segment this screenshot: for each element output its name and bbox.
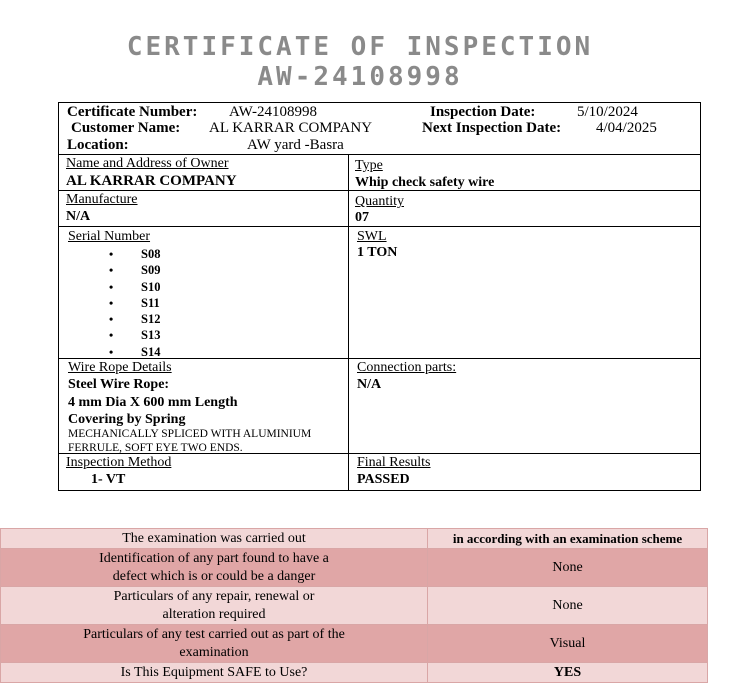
divider <box>59 226 700 227</box>
table-row <box>1 549 708 587</box>
inspection-date-label: Inspection Date: <box>430 104 536 120</box>
certificate-title: CERTIFICATE OF INSPECTION <box>126 32 594 62</box>
result-answer: None <box>428 587 708 625</box>
cert-number-value: AW-24108998 <box>229 104 317 120</box>
owner-title: Name and Address of Owner <box>66 156 229 171</box>
serial-number-list <box>109 246 160 360</box>
table-row <box>1 625 708 663</box>
result-question: Is This Equipment SAFE to Use? <box>1 663 428 683</box>
list-item: • S14 <box>109 344 161 359</box>
list-item: • S09 <box>109 263 161 278</box>
list-item: • S13 <box>109 328 161 343</box>
inspection-date-value: 5/10/2024 <box>577 104 638 120</box>
list-item: • S08 <box>109 247 161 261</box>
table-row <box>1 587 708 625</box>
wire-rope-note1: MECHANICALLY SPLICED WITH ALUMINIUM <box>68 428 312 440</box>
result-answer: Visual <box>428 625 708 663</box>
wire-rope-line3: Covering by Spring <box>68 412 186 427</box>
type-value: Whip check safety wire <box>355 175 495 190</box>
result-question: The examination was carried out <box>1 529 428 549</box>
quantity-title: Quantity <box>355 194 404 209</box>
table-row <box>1 529 708 549</box>
wire-rope-line1: Steel Wire Rope: <box>68 377 170 392</box>
result-question: Particulars of any repair, renewal or alteration required <box>1 587 428 625</box>
quantity-value: 07 <box>355 210 369 225</box>
inspection-method-value: 1- VT <box>91 472 126 487</box>
next-inspection-value: 4/04/2025 <box>596 120 657 136</box>
wire-rope-line2: 4 mm Dia X 600 mm Length <box>68 395 238 410</box>
cert-number-label: Certificate Number: <box>67 104 198 120</box>
examination-results-table <box>0 528 708 683</box>
manufacture-title: Manufacture <box>66 192 138 207</box>
list-item: • S11 <box>109 295 160 310</box>
certificate-details-box <box>58 102 701 491</box>
list-item: • S10 <box>109 279 161 294</box>
location-label: Location: <box>67 137 129 153</box>
type-title: Type <box>355 158 383 173</box>
location-value: AW yard -Basra <box>247 137 344 153</box>
connection-parts-title: Connection parts: <box>357 360 457 375</box>
swl-value: 1 TON <box>357 245 398 260</box>
customer-label: Customer Name: <box>71 120 181 136</box>
result-answer: None <box>428 549 708 587</box>
connection-parts-value: N/A <box>357 377 382 392</box>
final-results-title: Final Results <box>357 455 431 470</box>
list-item: • S12 <box>109 312 161 327</box>
next-inspection-label: Next Inspection Date: <box>422 120 562 136</box>
wire-rope-title: Wire Rope Details <box>68 360 172 375</box>
final-results-value: PASSED <box>357 472 410 487</box>
divider <box>59 154 700 155</box>
owner-value: AL KARRAR COMPANY <box>66 173 237 189</box>
customer-value: AL KARRAR COMPANY <box>209 120 373 136</box>
wire-rope-note2: FERRULE, SOFT EYE TWO ENDS. <box>68 442 243 454</box>
result-answer: in according with an examination scheme <box>428 529 708 549</box>
certificate-number-title: AW-24108998 <box>257 62 463 92</box>
column-divider <box>348 154 349 491</box>
table-row <box>1 663 708 683</box>
inspection-method-title: Inspection Method <box>66 455 172 470</box>
result-question: Particulars of any test carried out as part of the examination <box>1 625 428 663</box>
result-question: Identification of any part found to have a defect which is or could be a danger <box>1 549 428 587</box>
manufacture-value: N/A <box>66 209 91 224</box>
result-answer: YES <box>428 663 708 683</box>
serial-number-title: Serial Number <box>68 229 151 244</box>
swl-title: SWL <box>357 229 387 244</box>
